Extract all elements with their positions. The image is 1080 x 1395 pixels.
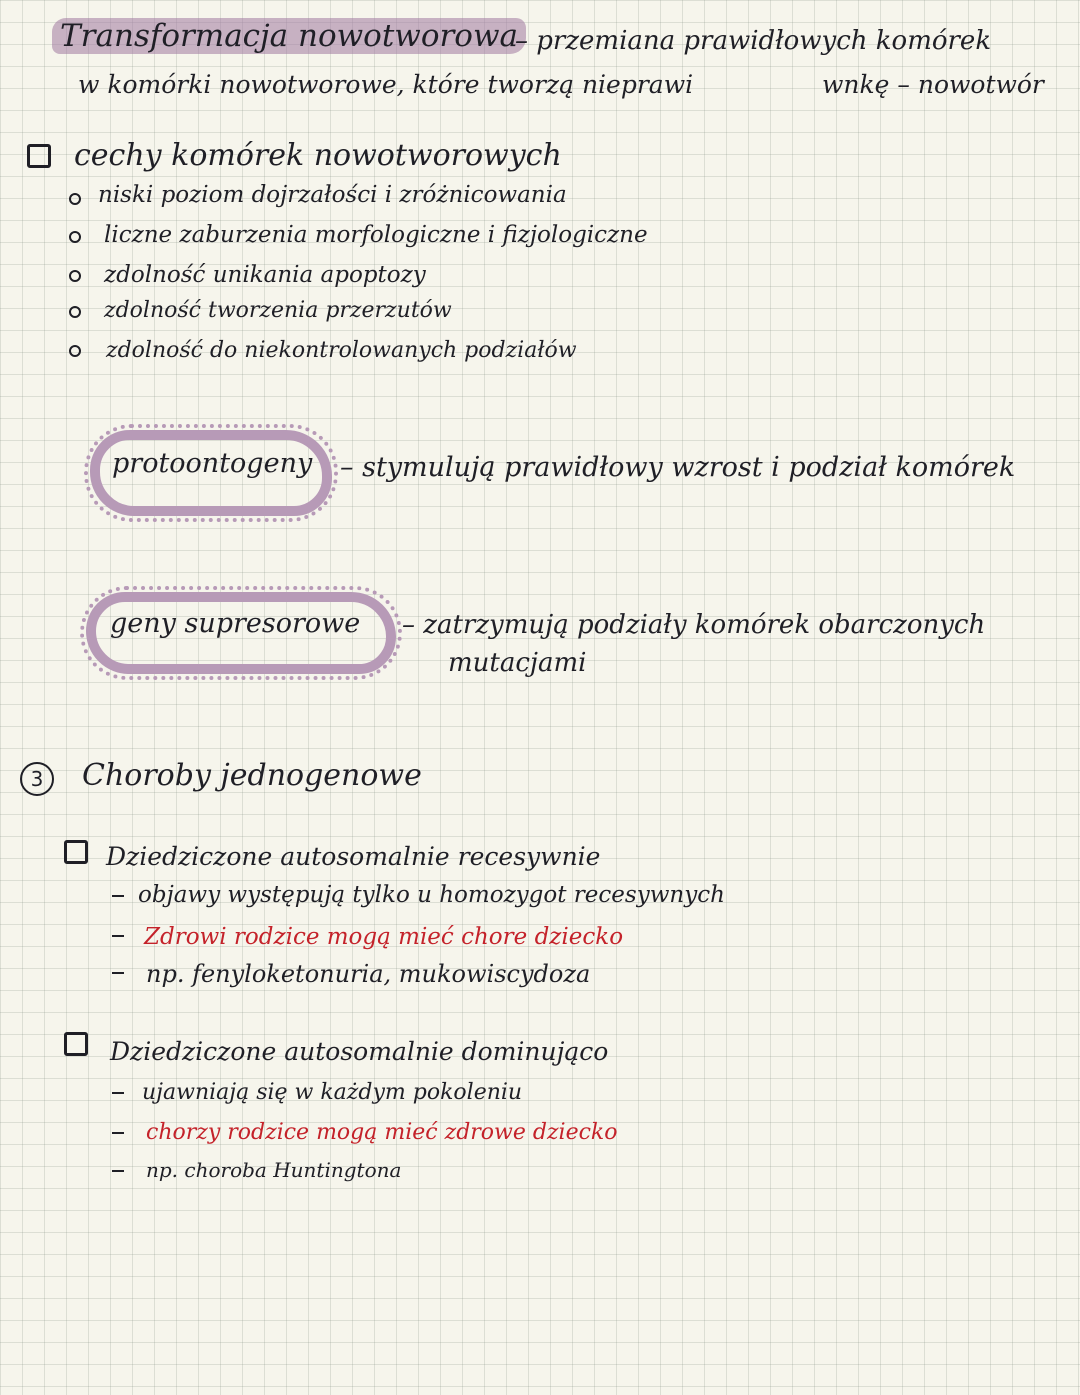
bullet-icon xyxy=(69,193,81,205)
protoonkogeny-description: – stymulują prawidłowy wzrost i podział komórek xyxy=(340,452,1016,483)
checkbox-icon xyxy=(64,1032,88,1056)
cechy-item: zdolność tworzenia przerzutów xyxy=(104,298,452,323)
cechy-item: zdolność unikania apoptozy xyxy=(104,262,426,288)
title-highlight: Transformacja nowotworowa xyxy=(52,18,526,54)
supresorowe-label: geny supresorowe xyxy=(110,608,361,639)
bullet-icon xyxy=(69,345,81,357)
dash-icon xyxy=(112,895,124,897)
dash-icon xyxy=(112,972,124,974)
cechy-item: zdolność do niekontrolowanych podziałów xyxy=(106,338,577,363)
recesywne-item-red: Zdrowi rodzice mogą mieć chore dziecko xyxy=(144,924,624,950)
dominujace-heading: Dziedziczone autosomalnie dominująco xyxy=(110,1037,609,1066)
page-title xyxy=(52,18,526,54)
recesywne-heading: Dziedziczone autosomalnie recesywnie xyxy=(106,842,601,871)
bullet-icon xyxy=(69,270,81,282)
recesywne-item: np. fenyloketonuria, mukowiscydoza xyxy=(146,960,591,988)
bullet-icon xyxy=(69,306,81,318)
bullet-icon xyxy=(69,231,81,243)
checkbox-icon xyxy=(64,840,88,864)
dash-icon xyxy=(112,935,124,937)
dominujace-item: ujawniają się w każdym pokoleniu xyxy=(142,1080,523,1105)
dominujace-item: np. choroba Huntingtona xyxy=(146,1158,402,1182)
title-definition: – przemiana prawidłowych komórek xyxy=(515,26,992,56)
cechy-item: niski poziom dojrzałości i zróżnicowania xyxy=(98,182,567,208)
cechy-item: liczne zaburzenia morfologiczne i fizjologiczne xyxy=(104,222,648,248)
dominujace-item-red: chorzy rodzice mogą mieć zdrowe dziecko xyxy=(146,1120,618,1145)
dash-icon xyxy=(112,1132,124,1134)
dash-icon xyxy=(112,1092,124,1094)
cechy-heading: cechy komórek nowotworowych xyxy=(74,138,562,173)
definition-line-2-right: wnkę – nowotwór xyxy=(822,70,1044,99)
protoonkogeny-label: protoontogeny xyxy=(112,448,313,479)
supresorowe-description-2: mutacjami xyxy=(448,648,587,678)
supresorowe-description: – zatrzymują podziały komórek obarczonych xyxy=(402,610,986,640)
recesywne-item: objawy występują tylko u homozygot recesywnych xyxy=(138,882,725,908)
definition-line-2: w komórki nowotworowe, które tworzą nieprawi xyxy=(78,70,694,99)
section-number: 3 xyxy=(20,762,54,796)
dash-icon xyxy=(112,1170,124,1172)
checkbox-icon xyxy=(27,144,51,168)
section-heading: Choroby jednogenowe xyxy=(82,758,422,793)
